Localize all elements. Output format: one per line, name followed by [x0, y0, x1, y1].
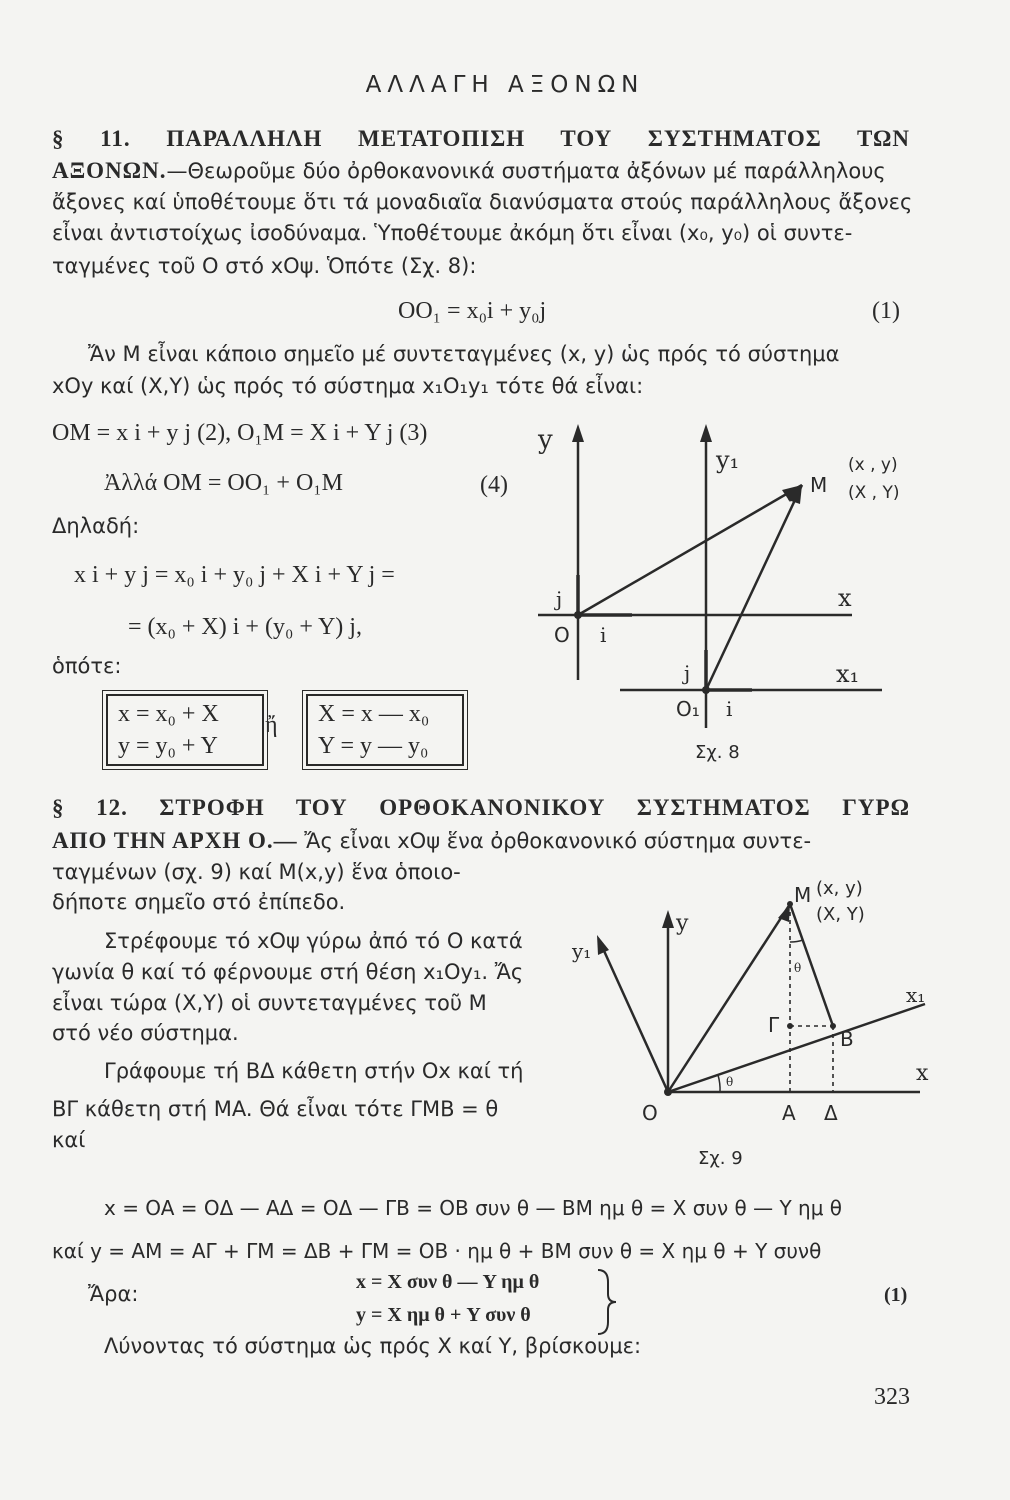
opote-label: ὁπότε:: [52, 654, 122, 678]
rotation-system-brace: [592, 1268, 622, 1336]
fig9-theta-at-O: θ: [726, 1075, 734, 1089]
sec12-line-9: ΒΓ κάθετη στή MA. Θά εἶναι τότε ΓMΒ = θ: [52, 1097, 499, 1121]
fig9-y1-arrow: [597, 935, 609, 955]
brace-shape: [598, 1270, 616, 1334]
sec12-line-10: καί: [52, 1128, 86, 1152]
sec12-line-8: Γράφουμε τή ΒΔ κάθετη στήν Ox καί τή: [104, 1059, 524, 1083]
fig8-label-j: j: [556, 587, 563, 611]
sec12-line-4: Στρέφουμε τό xOψ γύρω ἀπό τό O κατά: [104, 929, 523, 953]
fig9-angle-arc-M: [790, 940, 803, 942]
sec11-line-4: ταγμένες τοῦ O στό xOψ. Ὁπότε (Σχ. 8):: [52, 254, 477, 278]
rotation-system: [356, 1266, 539, 1332]
sec12-last-line: Λύνοντας τό σύστημα ὡς πρός X καί Y, βρίσκουμε:: [104, 1334, 642, 1358]
fig9-caption: Σχ. 9: [698, 1148, 743, 1169]
fig8-caption: Σχ. 8: [695, 742, 740, 763]
sec12-line-1: Ἄς εἶναι xOψ ἕνα ὀρθοκανονικό σύστημα συντε-: [304, 829, 812, 853]
sec11-line-6: xOy καί (X,Y) ὡς πρός τό σύστημα x₁O₁y₁ τότε θά εἶναι:: [52, 374, 644, 398]
fig9-label-G: Γ: [768, 1013, 780, 1037]
sec12-line-3: δήποτε σημεῖο στό ἐπίπεδο.: [52, 890, 346, 914]
fig9-label-x1: x₁: [906, 983, 926, 1007]
fig8-label-x: x: [838, 584, 852, 612]
result-box-1-line-2: y = y₀ + Y: [118, 733, 218, 759]
section-11-heading-cont: ΑΞΟΝΩΝ.: [52, 158, 167, 183]
result-box-1-line-1: x = x₀ + X: [118, 701, 219, 727]
equation-4-number: (4): [480, 472, 508, 498]
fig9-label-y1: y₁: [572, 939, 592, 963]
section-11-heading: § 11. ΠΑΡΑΛΛΗΛΗ ΜΕΤΑΤΟΠΙΣΗ ΤΟΥ ΣΥΣΤΗΜΑΤΟΣ ΤΩΝ: [52, 126, 910, 151]
running-title: ΑΛΛΑΓΗ ΑΞΟΝΩΝ: [365, 72, 645, 98]
fig9-point-G: [787, 1023, 793, 1029]
sec12-line-5: γωνία θ καί τό φέρνουμε στή θέση x₁Oy₁. Ἄς: [52, 960, 524, 984]
fig9-label-D: Δ: [824, 1101, 838, 1125]
fig8-y-arrow: [572, 424, 584, 442]
fig9-point-M: [787, 901, 793, 907]
fig9-coord-XY: (X, Y): [816, 904, 865, 925]
sec12-line-2: ταγμένων (σχ. 9) καί M(x,y) ἕνα ὁποιο-: [52, 860, 461, 884]
ara-label: Ἄρα:: [88, 1282, 139, 1306]
equation-1: OO₁ = x₀i + y₀j: [398, 298, 547, 324]
equation-1-number: (1): [872, 298, 900, 324]
sec11-line-1: —Θεωροῦμε δύο ὀρθοκανονικά συστήματα ἀξόνων μέ παράλληλους: [166, 159, 886, 183]
fig8-label-M: M: [810, 473, 828, 497]
rotation-system-number: (1): [884, 1284, 908, 1306]
fig9-y-arrow: [662, 910, 674, 928]
fig8-label-y1: y₁: [716, 446, 740, 474]
fig9-label-x: x: [916, 1061, 929, 1086]
fig9-theta-at-M: θ: [794, 961, 802, 975]
derivation-x: x = OA = OΔ — AΔ = OΔ — ΓB = OB συν θ — BM ημ θ = X συν θ — Y ημ θ: [104, 1196, 843, 1220]
fig8-coord-XY: (X , Y): [848, 483, 900, 503]
result-box-2-line-2: Y = y — y₀: [318, 733, 429, 759]
section-12-heading: § 12. ΣΤΡΟΦΗ ΤΟΥ ΟΡΘΟΚΑΝΟΝΙΚΟΥ ΣΥΣΤΗΜΑΤΟΣ ΓΥΡΩ: [52, 795, 910, 820]
sec12-line-6: εἶναι τώρα (X,Y) οἱ συντεταγμένες τοῦ M: [52, 991, 487, 1015]
fig9-label-y: y: [676, 911, 689, 936]
fig8-label-i: i: [600, 623, 607, 647]
fig9-x1-axis: [668, 1004, 925, 1092]
sec12-first-line: [52, 825, 910, 857]
fig8-label-y: y: [538, 425, 553, 455]
page-number: 323: [874, 1384, 910, 1410]
sec12-line-7: στό νέο σύστημα.: [52, 1021, 239, 1045]
fig9-origin-dot: [664, 1088, 672, 1096]
rotation-eq-y: y = X ημ θ + Y συν θ: [356, 1304, 531, 1326]
equation-5: x i + y j = x₀ i + y₀ j + X i + Y j =: [74, 562, 395, 588]
fig8-y1-arrow: [700, 424, 712, 442]
or-word: ἤ: [265, 712, 278, 738]
fig9-label-M: M: [794, 883, 812, 907]
fig8-label-O: O: [554, 623, 570, 647]
fig9-coord-xy: (x, y): [816, 880, 863, 899]
fig8-label-i1: i: [726, 697, 733, 721]
fig8-coord-xy: (x , y): [848, 455, 898, 475]
fig8-origin1-dot: [702, 686, 710, 694]
figure-8: [520, 410, 920, 770]
sec11-line-5: Ἄν M εἶναι κάποιο σημεῖο μέ συντεταγμένες (x, y) ὡς πρός τό σύστημα: [88, 342, 840, 366]
fig8-vector-OM: [578, 485, 802, 615]
fig8-label-j1: j: [684, 661, 691, 685]
result-box-2-line-1: X = x — x₀: [318, 701, 430, 727]
fig8-label-O1: O₁: [676, 697, 700, 721]
equation-6: = (x₀ + X) i + (y₀ + Y) j,: [128, 614, 362, 640]
fig8-origin-dot: [574, 611, 582, 619]
fig9-label-O: O: [642, 1101, 658, 1125]
figure-9: [560, 880, 960, 1140]
fig8-label-x1: x₁: [836, 660, 860, 688]
sec11-line-2: ἄξονες καί ὑποθέτουμε ὅτι τά μοναδιαῖα διανύσματα στούς παράλληλους ἄξονες: [52, 190, 913, 214]
rotation-eq-x: x = X συν θ — Y ημ θ: [356, 1271, 540, 1293]
sec11-first-line: [52, 155, 910, 187]
section-12-heading-cont: ΑΠΟ ΤΗΝ ΑΡΧΗ Ο.—: [52, 828, 298, 853]
equation-4: Ἀλλά OM = OO₁ + O₁M: [104, 470, 343, 496]
fig8-vector-O1M: [706, 485, 802, 690]
fig9-label-B: B: [840, 1027, 854, 1051]
fig9-label-A: A: [782, 1101, 796, 1125]
sec11-line-3: εἶναι ἀντιστοίχως ἰσοδύναμα. Ὑποθέτουμε ἀκόμη ὅτι εἶναι (x₀, y₀) οἱ συντε-: [52, 221, 853, 245]
result-box-2: [306, 694, 464, 766]
fig9-point-B: [830, 1023, 836, 1029]
equation-2-3: OM = x i + y j (2), O₁M = X i + Y j (3): [52, 420, 428, 446]
fig9-angle-arc: [718, 1075, 720, 1092]
derivation-y: καί y = AM = AΓ + ΓM = ΔB + ΓM = OB · ημ θ + BM συν θ = X ημ θ + Y συνθ: [52, 1239, 822, 1263]
dilady-label: Δηλαδή:: [52, 514, 140, 538]
result-box-1: [106, 694, 264, 766]
fig9-y1-axis: [600, 942, 668, 1092]
